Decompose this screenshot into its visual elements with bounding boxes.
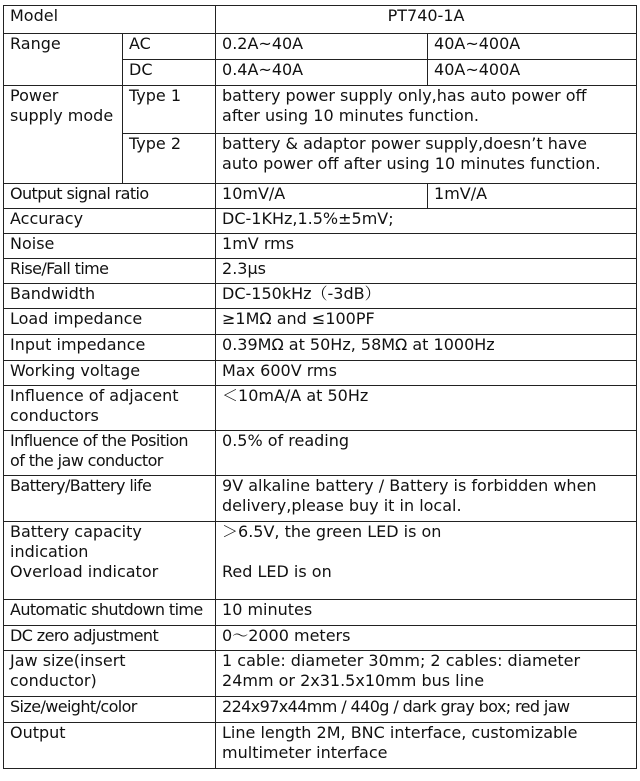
rise-fall-time-label: Rise/Fall time bbox=[4, 259, 216, 284]
spacer bbox=[222, 542, 630, 562]
model-label: Model bbox=[4, 6, 216, 34]
range-dc-low: 0.4A~40A bbox=[216, 60, 428, 86]
output-signal-ratio-row bbox=[4, 184, 637, 209]
power-supply-mode-label-line1: Power bbox=[10, 86, 59, 105]
influence-adjacent-label-line1: Influence of adjacent bbox=[10, 386, 179, 405]
dc-zero-value: 0～2000 meters bbox=[216, 626, 637, 651]
type1-value-line1: battery power supply only,has auto power off bbox=[222, 86, 587, 105]
output-value bbox=[216, 723, 637, 769]
range-ac-row bbox=[4, 34, 637, 60]
output-label: Output bbox=[4, 723, 216, 769]
bandwidth-label: Bandwidth bbox=[4, 284, 216, 309]
spec-row bbox=[4, 335, 637, 361]
influence-position-label-line1: Influence of the Position bbox=[10, 431, 188, 450]
type2-value bbox=[216, 134, 637, 184]
range-ac-high: 40A~400A bbox=[428, 34, 637, 60]
battery-life-row bbox=[4, 476, 637, 522]
influence-adjacent-label-line2: conductors bbox=[10, 406, 99, 425]
working-voltage-label: Working voltage bbox=[4, 361, 216, 386]
jaw-size-row bbox=[4, 651, 637, 697]
spec-row bbox=[4, 209, 637, 234]
type1-value bbox=[216, 86, 637, 134]
auto-shutdown-label: Automatic shutdown time bbox=[4, 600, 216, 626]
dc-zero-row bbox=[4, 626, 637, 651]
battery-capacity-value bbox=[216, 522, 637, 600]
battery-capacity-label-line1: Battery capacity bbox=[10, 522, 142, 541]
battery-capacity-label-line2: indication bbox=[10, 542, 89, 561]
power-type1-row bbox=[4, 86, 637, 134]
influence-position-label bbox=[4, 431, 216, 476]
spec-row bbox=[4, 309, 637, 335]
influence-adjacent-value: ＜10mA/A at 50Hz bbox=[216, 386, 637, 431]
jaw-size-value-line1: 1 cable: diameter 30mm; 2 cables: diameter bbox=[222, 651, 581, 670]
size-weight-value: 224x97x44mm / 440g / dark gray box; red jaw bbox=[216, 697, 637, 723]
power-supply-mode-label-line2: supply mode bbox=[10, 106, 114, 125]
output-value-line2: multimeter interface bbox=[222, 743, 388, 762]
model-value: PT740-1A bbox=[216, 6, 637, 34]
noise-value: 1mV rms bbox=[216, 234, 637, 259]
battery-life-label: Battery/Battery life bbox=[4, 476, 216, 522]
input-impedance-label: Input impedance bbox=[4, 335, 216, 361]
output-signal-ratio-value2: 1mV/A bbox=[428, 184, 637, 209]
working-voltage-value: Max 600V rms bbox=[216, 361, 637, 386]
spec-row bbox=[4, 259, 637, 284]
influence-position-row bbox=[4, 431, 637, 476]
range-dc-high: 40A~400A bbox=[428, 60, 637, 86]
output-row bbox=[4, 723, 637, 769]
influence-adjacent-label bbox=[4, 386, 216, 431]
battery-capacity-value: ＞6.5V, the green LED is on bbox=[222, 522, 442, 541]
output-signal-ratio-value1: 10mV/A bbox=[216, 184, 428, 209]
influence-adjacent-row bbox=[4, 386, 637, 431]
type2-label: Type 2 bbox=[123, 134, 216, 184]
battery-capacity-row bbox=[4, 522, 637, 600]
size-weight-label: Size/weight/color bbox=[4, 697, 216, 723]
type1-label: Type 1 bbox=[123, 86, 216, 134]
range-dc-label: DC bbox=[123, 60, 216, 86]
jaw-size-value-line2: 24mm or 2x31.5x10mm bus line bbox=[222, 671, 485, 690]
jaw-size-value bbox=[216, 651, 637, 697]
output-value-line1: Line length 2M, BNC interface, customizable bbox=[222, 723, 578, 742]
auto-shutdown-value: 10 minutes bbox=[216, 600, 637, 626]
noise-label: Noise bbox=[4, 234, 216, 259]
battery-life-value-line2: delivery,please buy it in local. bbox=[222, 496, 462, 515]
input-impedance-value: 0.39MΩ at 50Hz, 58MΩ at 1000Hz bbox=[216, 335, 637, 361]
battery-capacity-label bbox=[4, 522, 216, 600]
accuracy-label: Accuracy bbox=[4, 209, 216, 234]
spec-table bbox=[3, 5, 637, 769]
spec-row bbox=[4, 361, 637, 386]
power-supply-mode-label bbox=[4, 86, 123, 184]
influence-position-label-line2: of the jaw conductor bbox=[10, 451, 163, 470]
accuracy-value: DC-1KHz,1.5%±5mV; bbox=[216, 209, 637, 234]
battery-life-value bbox=[216, 476, 637, 522]
jaw-size-label bbox=[4, 651, 216, 697]
dc-zero-label: DC zero adjustment bbox=[4, 626, 216, 651]
range-ac-label: AC bbox=[123, 34, 216, 60]
auto-shutdown-row bbox=[4, 600, 637, 626]
type2-value-line2: auto power off after using 10 minutes function. bbox=[222, 154, 601, 173]
type2-value-line1: battery & adaptor power supply,doesn’t have bbox=[222, 134, 588, 153]
type1-value-line2: after using 10 minutes function. bbox=[222, 106, 479, 125]
output-signal-ratio-label: Output signal ratio bbox=[4, 184, 216, 209]
spec-row bbox=[4, 284, 637, 309]
model-row bbox=[4, 6, 637, 34]
size-weight-row bbox=[4, 697, 637, 723]
jaw-size-label-line1: Jaw size(insert bbox=[10, 651, 126, 670]
jaw-size-label-line2: conductor) bbox=[10, 671, 97, 690]
range-ac-low: 0.2A~40A bbox=[216, 34, 428, 60]
bandwidth-value: DC-150kHz（-3dB） bbox=[216, 284, 637, 309]
range-label: Range bbox=[4, 34, 123, 86]
influence-position-value: 0.5% of reading bbox=[216, 431, 637, 476]
overload-indicator-value: Red LED is on bbox=[222, 562, 332, 581]
overload-indicator-label: Overload indicator bbox=[10, 562, 159, 581]
spec-row bbox=[4, 234, 637, 259]
load-impedance-value: ≥1MΩ and ≤100PF bbox=[216, 309, 637, 335]
rise-fall-time-value: 2.3μs bbox=[216, 259, 637, 284]
battery-life-value-line1: 9V alkaline battery / Battery is forbidden when bbox=[222, 476, 597, 495]
load-impedance-label: Load impedance bbox=[4, 309, 216, 335]
